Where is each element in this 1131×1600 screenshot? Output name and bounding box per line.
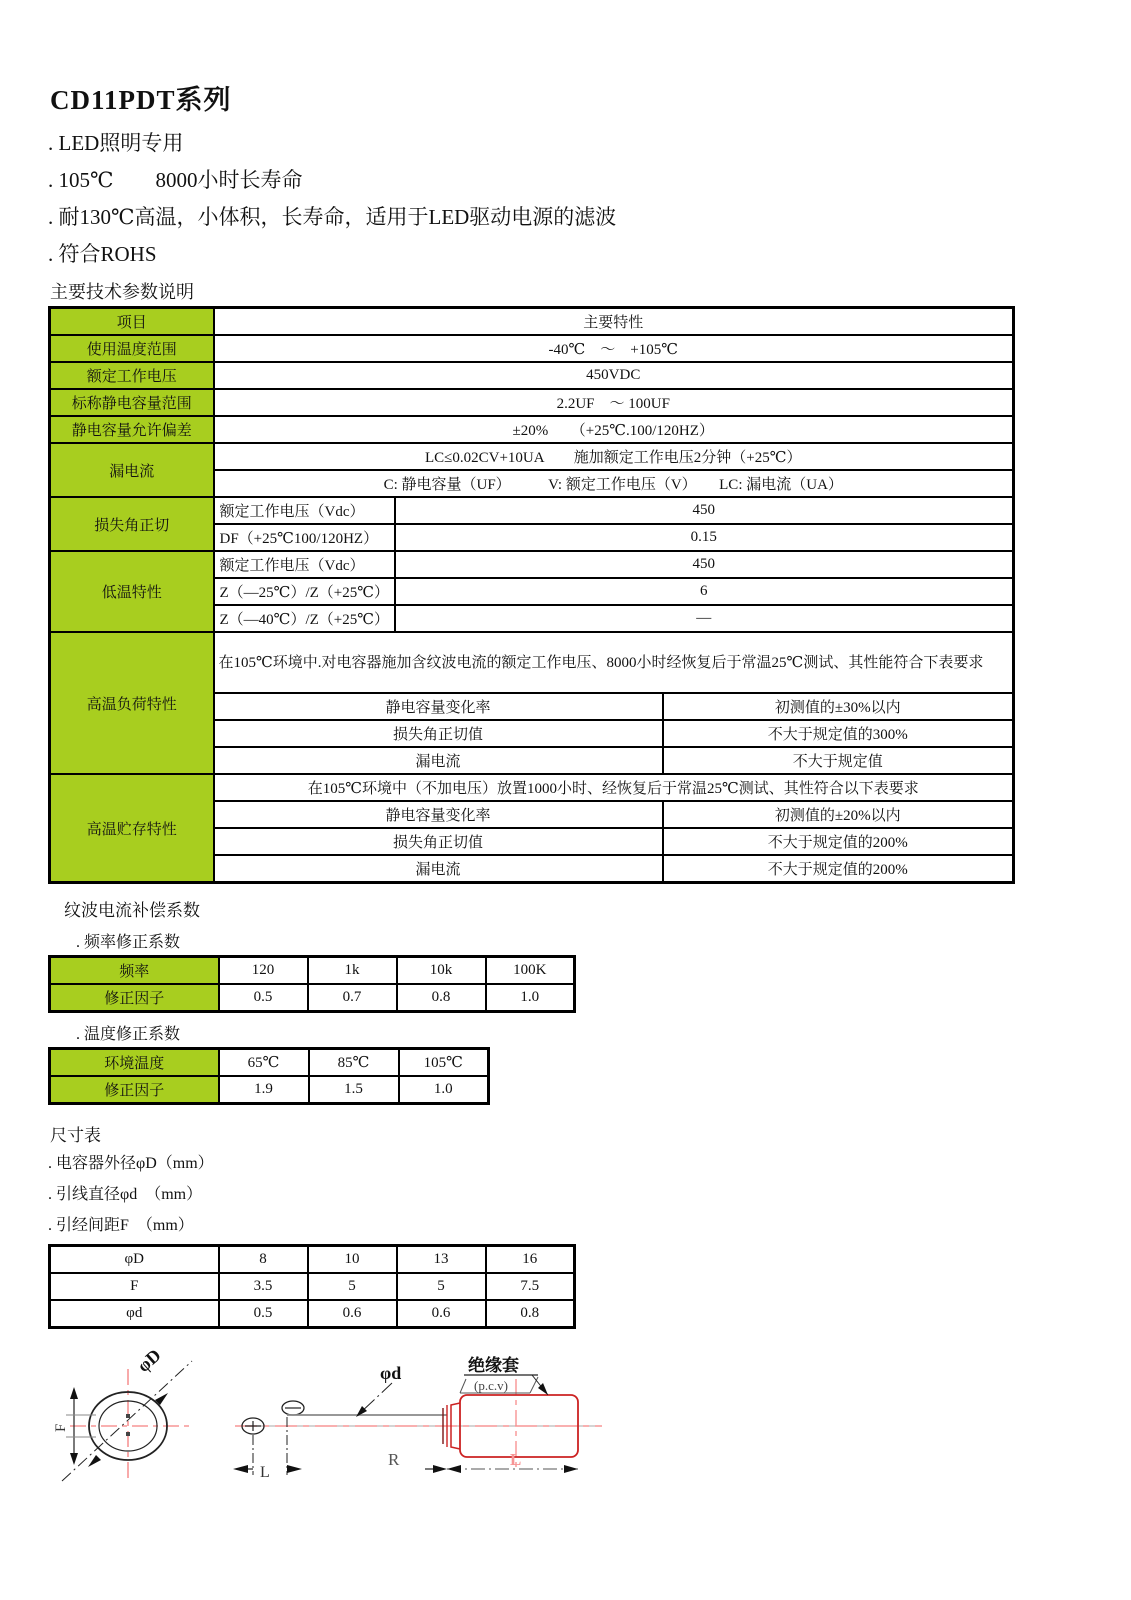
table-row xyxy=(50,551,1014,578)
diameter-dimension-line xyxy=(62,1361,192,1481)
dimension-arrow xyxy=(447,1465,461,1473)
capacitor-outline-drawing xyxy=(40,1331,610,1511)
dim-value-cell: 3.5 xyxy=(219,1273,308,1300)
freq-cell: 100K xyxy=(486,957,575,985)
param-subitem-cell: Z（—40℃）/Z（+25℃） xyxy=(214,605,395,632)
dimension-note: . 引线直径φd （mm） xyxy=(48,1186,203,1203)
criteria-spec-cell: 不大于规定值 xyxy=(663,747,1014,774)
feature-bullet: . 105℃ 8000小时长寿命 xyxy=(48,168,303,192)
criteria-item-cell: 静电容量变化率 xyxy=(214,693,663,720)
main-params-table xyxy=(48,306,1015,884)
body-length-label: L xyxy=(510,1450,522,1469)
phi-d-small-label: φd xyxy=(380,1363,402,1383)
freq-cell: 10k xyxy=(397,957,486,985)
phi-d-big-label: φD xyxy=(133,1344,165,1376)
param-value-cell: — xyxy=(395,605,1014,632)
factor-cell: 0.5 xyxy=(219,984,308,1012)
param-label-cell: 使用温度范围 xyxy=(50,335,214,362)
param-value-cell: 450 xyxy=(395,497,1014,524)
dim-label-cell: φD xyxy=(50,1246,219,1274)
temperature-factor-table xyxy=(48,1047,490,1105)
param-label-cell: 标称静电容量范围 xyxy=(50,389,214,416)
dimension-arrow xyxy=(433,1465,447,1473)
page-title: CD11PDT系列 xyxy=(50,85,232,115)
param-value-cell: 2.2UF ～ 100UF xyxy=(214,389,1014,416)
dim-value-cell: 5 xyxy=(308,1273,397,1300)
param-label-cell: 损失角正切 xyxy=(50,497,214,551)
feature-bullet: . 符合ROHS xyxy=(48,242,157,266)
table-row xyxy=(50,1049,489,1077)
dim-value-cell: 13 xyxy=(397,1246,486,1274)
dim-value-cell: 10 xyxy=(308,1246,397,1274)
dim-label-cell: F xyxy=(50,1273,219,1300)
dimension-arrow xyxy=(70,1453,78,1465)
param-label-cell: 额定工作电压 xyxy=(50,362,214,389)
table-row xyxy=(50,984,575,1012)
pcv-flag-line xyxy=(460,1379,466,1393)
row-header-cell: 修正因子 xyxy=(50,1076,219,1104)
lead-spacing-label: L xyxy=(260,1464,270,1481)
ripple-section-title: 纹波电流补偿系数 xyxy=(64,901,200,920)
dimension-arrow xyxy=(564,1465,578,1473)
param-label-cell: 漏电流 xyxy=(50,443,214,497)
dimension-arrow xyxy=(233,1465,248,1473)
param-value-cell: -40℃ ～ +105℃ xyxy=(214,335,1014,362)
param-label-cell: 高温负荷特性 xyxy=(50,632,214,774)
criteria-spec-cell: 不大于规定值的200% xyxy=(663,855,1014,883)
table-row xyxy=(50,335,1014,362)
freq-cell: 120 xyxy=(219,957,308,985)
dim-value-cell: 0.8 xyxy=(486,1300,575,1328)
frequency-factor-table xyxy=(48,955,576,1013)
param-value-cell: C: 静电容量（UF） V: 额定工作电压（V） LC: 漏电流（UA） xyxy=(214,470,1014,497)
criteria-spec-cell: 不大于规定值的200% xyxy=(663,828,1014,855)
criteria-item-cell: 损失角正切值 xyxy=(214,720,663,747)
dim-value-cell: 0.6 xyxy=(397,1300,486,1328)
dimension-arrow xyxy=(287,1465,302,1473)
dimension-note: . 电容器外径φD（mm） xyxy=(48,1155,214,1172)
pcv-flag-line xyxy=(530,1377,538,1393)
temp-cell: 65℃ xyxy=(219,1049,309,1077)
row-header-cell: 修正因子 xyxy=(50,984,219,1012)
front-view xyxy=(53,1345,192,1483)
dimension-note: . 引经间距F （mm） xyxy=(48,1217,194,1234)
param-label-cell: 低温特性 xyxy=(50,551,214,632)
dim-value-cell: 16 xyxy=(486,1246,575,1274)
feature-list xyxy=(48,125,1131,273)
dimension-arrow xyxy=(70,1387,78,1399)
criteria-item-cell: 损失角正切值 xyxy=(214,828,663,855)
table-row xyxy=(50,1273,575,1300)
param-value-cell: LC≤0.02CV+10UA 施加额定工作电压2分钟（+25℃） xyxy=(214,443,1014,470)
table-row xyxy=(50,1300,575,1328)
drawing-bottom-dimensions xyxy=(233,1450,578,1481)
param-value-cell: 450VDC xyxy=(214,362,1014,389)
factor-cell: 0.7 xyxy=(308,984,397,1012)
row-header-cell: 频率 xyxy=(50,957,219,985)
table-row xyxy=(50,957,575,985)
test-condition-cell: 在105℃环境中.对电容器施加含纹波电流的额定工作电压、8000小时经恢复后于常温25℃测试、其性能符合下表要求 xyxy=(214,632,1014,693)
capacitor-drawing xyxy=(40,1331,1131,1516)
param-label-cell: 静电容量允许偏差 xyxy=(50,416,214,443)
table-row xyxy=(50,308,1014,336)
param-subitem-cell: Z（—25℃）/Z（+25℃） xyxy=(214,578,395,605)
lead-length-label: R xyxy=(388,1450,400,1469)
param-value-cell: 0.15 xyxy=(395,524,1014,551)
dimension-arrow xyxy=(88,1455,101,1467)
table-row xyxy=(50,389,1014,416)
param-value-cell: ±20% （+25℃.100/120HZ） xyxy=(214,416,1014,443)
dim-label-cell: φd xyxy=(50,1300,219,1328)
param-label-cell: 高温贮存特性 xyxy=(50,774,214,883)
section-label-main-params: 主要技术参数说明 xyxy=(50,282,194,302)
table-row xyxy=(50,362,1014,389)
pcv-label: (p.c.v) xyxy=(474,1378,508,1393)
table-row xyxy=(50,416,1014,443)
temp-cell: 105℃ xyxy=(399,1049,489,1077)
criteria-item-cell: 漏电流 xyxy=(214,855,663,883)
freq-factor-label: . 频率修正系数 xyxy=(76,934,181,951)
dim-value-cell: 8 xyxy=(219,1246,308,1274)
factor-cell: 0.8 xyxy=(397,984,486,1012)
table-row xyxy=(50,774,1014,801)
freq-cell: 1k xyxy=(308,957,397,985)
row-header-cell: 环境温度 xyxy=(50,1049,219,1077)
criteria-spec-cell: 不大于规定值的300% xyxy=(663,720,1014,747)
param-value-cell: 450 xyxy=(395,551,1014,578)
dim-value-cell: 7.5 xyxy=(486,1273,575,1300)
dim-value-cell: 0.6 xyxy=(308,1300,397,1328)
factor-cell: 1.0 xyxy=(486,984,575,1012)
test-condition-cell: 在105℃环境中（不加电压）放置1000小时、经恢复后于常温25℃测试、其性符合以下表要求 xyxy=(214,774,1014,801)
lead-hole xyxy=(126,1414,130,1418)
header-item-cell: 项目 xyxy=(50,308,214,336)
param-value-cell: 6 xyxy=(395,578,1014,605)
criteria-item-cell: 漏电流 xyxy=(214,747,663,774)
criteria-spec-cell: 初测值的±30%以内 xyxy=(663,693,1014,720)
param-subitem-cell: DF（+25℃100/120HZ） xyxy=(214,524,395,551)
table-row xyxy=(50,1076,489,1104)
table-row xyxy=(50,443,1014,470)
dim-value-cell: 0.5 xyxy=(219,1300,308,1328)
table-row xyxy=(50,497,1014,524)
feature-bullet: . 耐130℃高温，小体积，长寿命，适用于LED驱动电源的滤波 xyxy=(48,205,617,229)
factor-cell: 1.5 xyxy=(309,1076,399,1104)
table-row xyxy=(50,1246,575,1274)
dimension-section-title: 尺寸表 xyxy=(50,1126,101,1145)
feature-bullet: . LED照明专用 xyxy=(48,131,184,155)
dimension-table xyxy=(48,1244,576,1329)
criteria-item-cell: 静电容量变化率 xyxy=(214,801,663,828)
param-subitem-cell: 额定工作电压（Vdc） xyxy=(214,497,395,524)
drawing-top-labels xyxy=(356,1355,548,1417)
header-value-cell: 主要特性 xyxy=(214,308,1014,336)
factor-cell: 1.0 xyxy=(399,1076,489,1104)
temp-factor-label: . 温度修正系数 xyxy=(76,1026,181,1043)
table-row xyxy=(50,632,1014,693)
param-subitem-cell: 额定工作电压（Vdc） xyxy=(214,551,395,578)
factor-cell: 1.9 xyxy=(219,1076,309,1104)
f-label: F xyxy=(53,1423,69,1432)
sleeve-label: 绝缘套 xyxy=(468,1356,519,1375)
temp-cell: 85℃ xyxy=(309,1049,399,1077)
lead-hole xyxy=(126,1432,130,1436)
criteria-spec-cell: 初测值的±20%以内 xyxy=(663,801,1014,828)
dim-value-cell: 5 xyxy=(397,1273,486,1300)
